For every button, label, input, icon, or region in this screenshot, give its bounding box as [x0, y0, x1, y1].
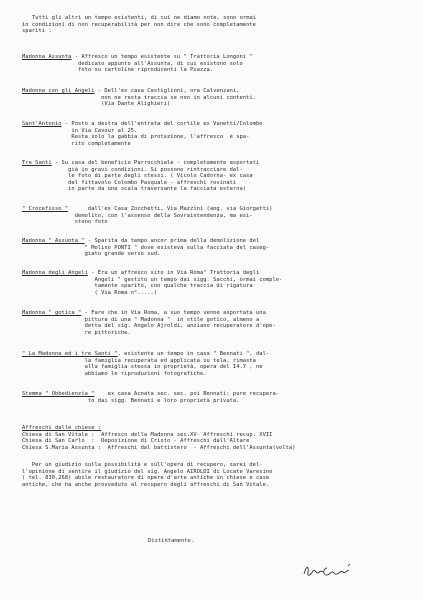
entry-madonna-assunta-molino: [22, 238, 417, 258]
entry-line: foto su cartoline riproducenti la Piazza.: [22, 67, 214, 74]
entry-line: alla famiglia stessa in proprietà, opera del I4.7 , ne: [22, 364, 263, 371]
affreschi-heading: Affreschi dalle chiese :: [22, 425, 102, 431]
entry-line: , esistente un tempo in casa " Bennati ", dal-: [117, 351, 270, 357]
entry-line: (Via Dante Alighieri): [22, 101, 171, 108]
entry-line: già in gravi condizioni. Si possono rintracciare dal-: [22, 166, 243, 173]
entry-line: non ne resta traccia se non in alcuni contenti.: [22, 94, 256, 101]
closing-line: ( tel. 830.268) abile restauratore di opere d'arte antiche in chiese e case: [22, 475, 270, 482]
affreschi-line: Chiesa S.Maria Assunta : Affreschi dal battistero - Affreschi dell'Assunta(volta): [22, 444, 296, 451]
entry-title: Madonna degli Angeli: [22, 270, 88, 276]
entry-line: tamente sparito, con qualche traccia di rigatura: [22, 283, 253, 290]
intro-line: in condizioni di non recuperabilità per non dire che sono completamente: [22, 21, 256, 28]
closing-line: antiche, che ha anche provveduto al recupero degli affreschi di San Vitale.: [22, 481, 270, 488]
entry-line: - Sparita da tempo ancor prima della demolizione del: [84, 238, 260, 244]
entry-line: Resta solo la gabbia di protezione, l'affresco è spa-: [22, 134, 250, 141]
entry-line: ex casa Acnata sec. sec. poi Bennati; pure recupera-: [94, 391, 280, 397]
entry-line: dall'ex Casa Zocchetti, Via Mazzini (ang. via Giorgetti): [68, 206, 273, 212]
entry-line: pittura di una " Madonna " in stile gotico, almeno a: [22, 316, 260, 323]
entry-line: to dai sigg. Bennati e loro proprietà privata.: [22, 397, 240, 404]
entry-line: giato grande verso sud.: [22, 251, 161, 258]
entry-title: Madonna " gotica ": [22, 310, 82, 316]
entry-line: re pittoriche.: [22, 329, 131, 336]
entry-title: Tre Santi: [22, 160, 52, 166]
entry-line: detta del sig. Angelo Ajroldi, anziano recuperatore d'ope-: [22, 323, 276, 330]
entry-line: - Era un affresco sito in Via Roma" Trattoria degli: [87, 270, 260, 276]
entry-title: Madonna Assunta: [22, 54, 72, 60]
affreschi-section: [22, 425, 417, 451]
affreschi-line: Chiesa di San Vitale : Affresco della Madonna sec.XV- Affreschi recup. XVII: [22, 431, 273, 438]
entry-title: Sant'Antonio: [22, 121, 62, 127]
entry-tre-santi: [22, 160, 417, 193]
entry-madonna-gotica: [22, 310, 417, 336]
entry-line: - Fare che in Via Roma, a suo tempo venne asportata una: [81, 310, 266, 316]
entry-line: la famiglia recuperata ed applicata su tela, rimasta: [22, 357, 256, 364]
entry-line: - Dell'ex casa Castiglioni, ora Calvenzani,: [94, 88, 240, 94]
entry-title: " La Madonna ed i tre Santi ": [22, 351, 118, 357]
affreschi-line: Chiesa di San Carlo : Deposizione di Cristo - Affreschi dall'Altare: [22, 438, 250, 445]
entry-sant-antonio: [22, 121, 417, 147]
entry-title: Madonna con gli Angeli: [22, 88, 95, 94]
entry-madonna-tre-santi: [22, 351, 417, 377]
entry-line: " Molino PONTI " dove esisteva sulla facciata del caseg-: [22, 244, 270, 251]
closing-paragraph: [22, 462, 417, 488]
entry-line: in parte da una scala traversante la facciata esterna): [22, 186, 247, 193]
entry-line: dedicato appunto all'Assunta, di cui esistono solo: [22, 60, 243, 67]
entry-title: " Crocefisso ": [22, 206, 69, 212]
salutation: Distintamente.: [148, 538, 195, 544]
handwritten-signature: [300, 562, 370, 580]
entry-line: Angeli " gestito un tempo dai sigg. Sacchi, ormai comple-: [22, 276, 283, 283]
salutation-block: [148, 538, 268, 545]
entry-madonna-assunta: [22, 54, 417, 74]
entry-line: demolito, con l'assenso della Sovraintendenza, ma esi-: [22, 212, 253, 219]
entry-line: rito completamente: [22, 140, 131, 147]
entry-crocefisso: [22, 206, 417, 226]
entry-line: stono foto: [22, 219, 108, 226]
entry-madonna-degli-angeli: [22, 270, 417, 296]
closing-line: Per un giudizio sulla possibilità e sull'opera di recupero, sarei del-: [22, 462, 263, 468]
intro-line: spariti :: [22, 28, 52, 35]
intro-paragraph: [22, 15, 412, 35]
entry-line: le foto di parte degli stessi. ( Vicolo Cadorna- ex casa: [22, 173, 253, 180]
entry-line: ( Via Roma n°.....): [22, 289, 158, 296]
entry-stemma-obbedienzia: [22, 391, 417, 404]
entry-line: in Via Cavour al 25.: [22, 127, 138, 134]
entry-madonna-con-gli-angeli: [22, 88, 417, 108]
entry-line: - Posto a destra dell'entrata del cortile ex Vanetti/Colombo: [61, 121, 263, 127]
intro-line: Tutti gli altri un tempo esistenti, di cui ne diamo note, sono ormai: [32, 15, 257, 21]
entry-title: Madonna " Assunta ": [22, 238, 85, 244]
entry-line: - Su casa del beneficio Parrocchiale - completamente asportati: [51, 160, 260, 166]
entry-title: Stemma " Obbedienzia ": [22, 391, 95, 397]
closing-line: l'opinione di sentire il giudizio del sig. Angelo AIROLDI di Locate Varesino: [22, 468, 273, 475]
entry-line: del fittavolo Colombo Pasquale - affreschi rovinati: [22, 179, 237, 186]
entry-line: abbiamo le riproduzioni fotografiche.: [22, 370, 207, 377]
entry-line: - Affresco un tempo esistente su " Trattoria Longoni ": [71, 54, 253, 60]
